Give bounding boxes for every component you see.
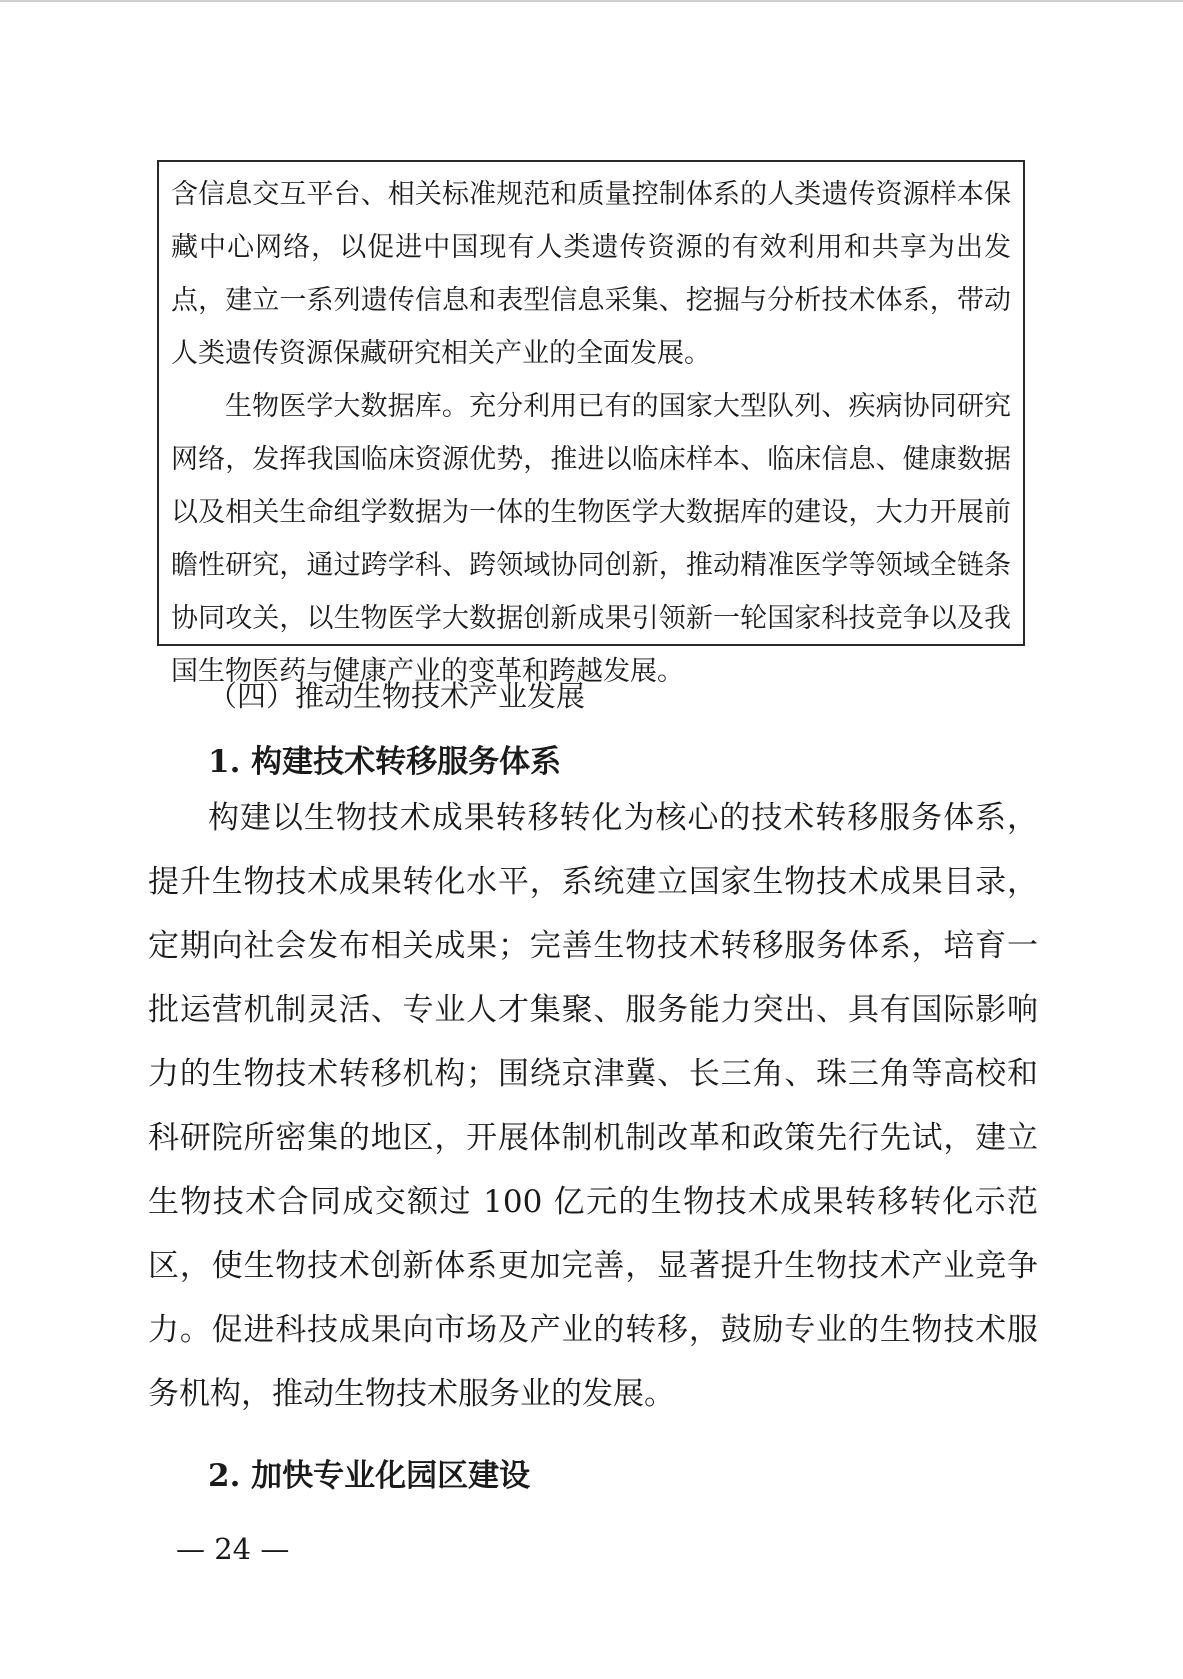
page-number: — 24 — <box>176 1532 290 1566</box>
box-line: 生物医学大数据库。充分利用已有的国家大型队列、疾病协同研究 <box>225 391 1011 422</box>
box-line: 点，建立一系列遗传信息和表型信息采集、挖掘与分析技术体系，带动 <box>171 285 1011 316</box>
paragraph-line: 定期向社会发布相关成果；完善生物技术转移服务体系，培育一 <box>148 928 1038 964</box>
box-line: 人类遗传资源保藏研究相关产业的全面发展。 <box>171 338 711 369</box>
paragraph-line: 区，使生物技术创新体系更加完善，显著提升生物技术产业竞争 <box>148 1248 1038 1284</box>
paragraph-line: 生物技术合同成交额过 100 亿元的生物技术成果转移转化示范 <box>148 1184 1038 1220</box>
paragraph-line: 科研院所密集的地区，开展体制机制改革和政策先行先试，建立 <box>148 1120 1038 1156</box>
paragraph-line: 力的生物技术转移机构；围绕京津冀、长三角、珠三角等高校和 <box>148 1056 1038 1092</box>
box-line: 以及相关生命组学数据为一体的生物医学大数据库的建设，大力开展前 <box>171 497 1011 528</box>
top-border <box>0 0 1183 2</box>
paragraph-line: 提升生物技术成果转化水平，系统建立国家生物技术成果目录， <box>148 864 1038 900</box>
box-line: 藏中心网络，以促进中国现有人类遗传资源的有效利用和共享为出发 <box>171 232 1011 263</box>
paragraph-line: 批运营机制灵活、专业人才集聚、服务能力突出、具有国际影响 <box>148 992 1038 1028</box>
subsection-heading-1: 1. 构建技术转移服务体系 <box>208 744 562 780</box>
box-line: 瞻性研究，通过跨学科、跨领域协同创新，推动精准医学等领域全链条 <box>171 550 1011 581</box>
paragraph-line: 力。促进科技成果向市场及产业的转移，鼓励专业的生物技术服 <box>148 1312 1038 1348</box>
subsection-heading-2: 2. 加快专业化园区建设 <box>208 1458 531 1494</box>
paragraph-line: 构建以生物技术成果转移转化为核心的技术转移服务体系， <box>208 800 1038 836</box>
box-line: 含信息交互平台、相关标准规范和质量控制体系的人类遗传资源样本保 <box>171 179 1011 210</box>
box-line: 国生物医药与健康产业的变革和跨越发展。 <box>171 656 684 687</box>
box-line: 网络，发挥我国临床资源优势，推进以临床样本、临床信息、健康数据 <box>171 444 1011 475</box>
section-heading: （四）推动生物技术产业发展 <box>208 679 586 713</box>
boxed-text-panel <box>157 160 1025 687</box>
box-line: 协同攻关，以生物医学大数据创新成果引领新一轮国家科技竞争以及我 <box>171 603 1011 634</box>
paragraph-line: 务机构，推动生物技术服务业的发展。 <box>148 1376 675 1412</box>
